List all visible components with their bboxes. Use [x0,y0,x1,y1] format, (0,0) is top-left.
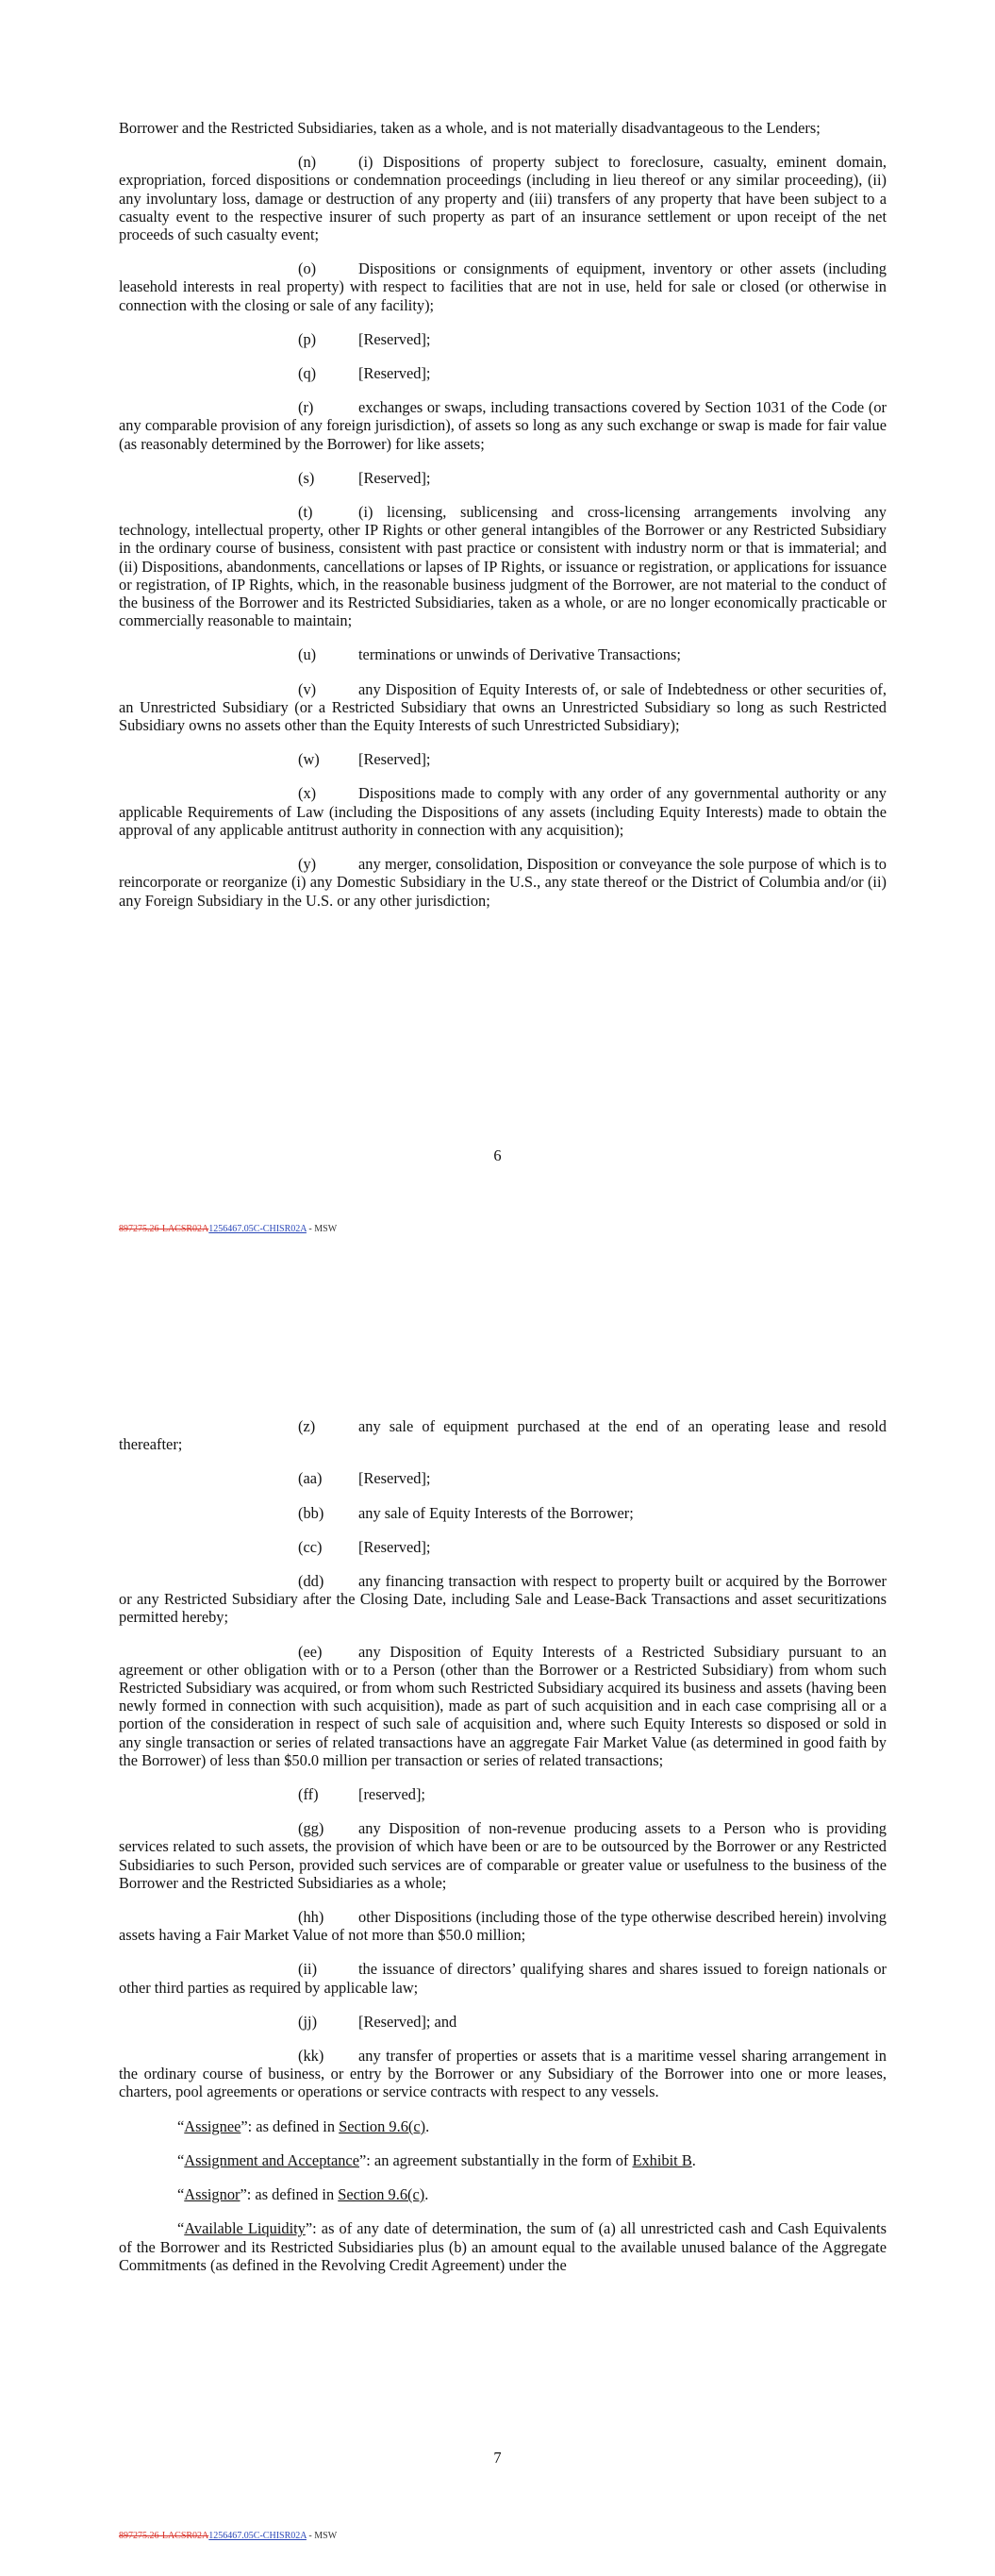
definition-assignor: “Assignor”: as defined in Section 9.6(c). [177,2185,429,2204]
clause-label: (ee) [298,1642,323,1661]
clause-item [119,1538,887,1556]
clause-label: (ii) [298,1960,318,1979]
clause-label: (r) [298,398,314,417]
footer-suffix: - MSW [306,1224,338,1234]
clause-item [119,1819,887,1892]
clause-item [119,645,887,663]
clause-item [119,398,887,453]
clause-list [119,153,887,910]
footer-inserted-id: 1256467.05C-CHISR02A [208,2531,307,2541]
clause-label: (y) [298,855,317,874]
clause-text: [Reserved]; [358,364,431,383]
clause-label: (v) [298,679,317,698]
clause-label: (z) [298,1417,316,1435]
clause-item [119,680,887,735]
clause-text: Dispositions made to comply with any order of any governmental authority or any applicable Requirements of Law (including the Dispositions of any assets (including Equity Interests) made to obtain the approval of any applicable antitrust authority in connection with any acquisition); [119,784,887,839]
document-page-7 [0,1340,995,2576]
clause-item [119,1908,887,1944]
clause-item [119,750,887,768]
definition-assignment-and-acceptance: “Assignment and Acceptance”: an agreement substantially in the form of Exhibit B. [177,2150,696,2169]
clause-item [119,330,887,348]
clause-item [119,1469,887,1487]
clause-label: (q) [298,364,317,383]
clause-list [119,1417,887,2101]
clause-label: (bb) [298,1503,324,1522]
page-body [119,1417,887,2290]
page-body [119,119,887,926]
cross-reference: Exhibit B [632,2150,692,2169]
definition-assignee: “Assignee”: as defined in Section 9.6(c). [177,2116,430,2135]
clause-label: (hh) [298,1908,324,1927]
clause-label: (jj) [298,2012,318,2031]
clause-label: (cc) [298,1537,323,1556]
clause-text: [Reserved]; [358,1469,431,1488]
defined-term: Assignee [184,2116,241,2135]
continuation-paragraph: Borrower and the Restricted Subsidiaries, taken as a whole, and is not materially disadvantageous to the Lenders; [119,119,821,137]
clause-text: any transfer of properties or assets that is a maritime vessel sharing arrangement in the ordinary course of business, or entry by the Borrower or any Subsidiary of the Borrower into one or more leases, charters, pool agreements or operations or service contracts with respect to any vessels. [119,2047,887,2101]
clause-item [119,855,887,910]
clause-text: [Reserved]; [358,750,431,769]
clause-label: (aa) [298,1469,323,1488]
clause-label: (s) [298,468,315,487]
clause-text: any sale of Equity Interests of the Borrower; [358,1503,634,1522]
clause-label: (ff) [298,1785,319,1804]
clause-item [119,503,887,629]
clause-text: the issuance of directors’ qualifying shares and shares issued to foreign nationals or other third parties as required by applicable law; [119,1960,887,1997]
clause-item [119,2013,887,2031]
footer-deleted-id: 897275.26-LACSR02A [119,2531,209,2541]
clause-item [119,1960,887,1996]
clause-label: (gg) [298,1819,324,1838]
defined-term: Assignor [184,2185,240,2204]
clause-item [119,1504,887,1522]
clause-text: [Reserved]; and [358,2012,457,2031]
clause-item [119,153,887,243]
clause-text: [Reserved]; [358,329,431,348]
clause-label: (p) [298,329,317,348]
clause-text: any sale of equipment purchased at the end of an operating lease and resold thereafter; [119,1417,887,1454]
clause-label: (t) [298,503,313,522]
footer-inserted-id: 1256467.05C-CHISR02A [208,1224,307,1234]
definition-available-liquidity: “Available Liquidity”: as of any date of determination, the sum of (a) all unrestricted cash and Cash Equivalents of the Borrower and its Restricted Subsidiaries plus (b) an amount equal to the available unused balance of the Aggregate Commitments (as defined in the Revolving Credit Agreement) under the [119,2219,887,2274]
clause-item [119,1785,887,1803]
clause-label: (x) [298,784,317,803]
document-footer [119,2531,337,2541]
footer-deleted-id: 897275.26-LACSR02A [119,1224,209,1234]
clause-item [119,784,887,839]
clause-item [119,364,887,382]
clause-text: exchanges or swaps, including transactions covered by Section 1031 of the Code (or any comparable provision of any foreign jurisdiction), of assets so long as any such exchange or swap is made for fair value (as reasonably determined by the Borrower) for like assets; [119,398,887,453]
clause-text: Dispositions or consignments of equipment, inventory or other assets (including leasehold interests in real property) with respect to facilities that are not in use, held for sale or closed (or otherwise in connection with the closing or sale of any facility); [119,259,887,314]
clause-item [119,1417,887,1453]
clause-item [119,2047,887,2101]
document-footer [119,1224,337,1234]
clause-label: (u) [298,645,317,664]
defined-term: Available Liquidity [184,2219,306,2238]
clause-item [119,259,887,314]
clause-item [119,1643,887,1769]
clause-text: other Dispositions (including those of the type otherwise described herein) involving assets having a Fair Market Value of not more than $50.0 million; [119,1908,887,1945]
clause-item [119,469,887,487]
clause-text: [reserved]; [358,1785,425,1804]
cross-reference: Section 9.6(c) [339,2116,426,2135]
defined-term: Assignment and Acceptance [184,2150,359,2169]
clause-label: (kk) [298,2047,324,2066]
page-number: 6 [493,1146,502,1164]
clause-text: (i) licensing, sublicensing and cross-licensing arrangements involving any technology, intellectual property, other IP Rights or other general intangibles of the Borrower or any Restricted Subsidiary in the ordinary course of business, consistent with past practice or consistent with industry norm or that is immaterial; and (ii) Dispositions, abandonments, cancellations or lapses of IP Rights, or issuance or registration, or applications for issuance or registration, of IP Rights, which, in the reasonable business judgment of the Borrower, are not material to the conduct of the business of the Borrower and its Restricted Subsidiaries, taken as a whole, or are no longer economically practicable or commercially reasonable to maintain; [119,503,887,630]
clause-text: [Reserved]; [358,468,431,487]
clause-label: (w) [298,750,320,769]
footer-suffix: - MSW [306,2531,338,2541]
clause-text: (i) Dispositions of property subject to foreclosure, casualty, eminent domain, expropriation, forced dispositions or condemnation proceedings (including in lieu thereof or any similar proceeding), (ii) any involuntary loss, damage or destruction of any property and (iii) transfers of any property that have been subject to a casualty event to the respective insurer of such property as part of an insurance settlement or upon receipt of the net proceeds of such casualty event; [119,153,887,244]
clause-label: (dd) [298,1572,324,1591]
clause-text: any Disposition of Equity Interests of, or sale of Indebtedness or other securities of, an Unrestricted Subsidiary (or a Restricted Subsidiary that owns an Unrestricted Subsidiary so long as such Restricted Subsidiary owns no assets other than the Equity Interests of such Unrestricted Subsidiary); [119,679,887,735]
clause-text: any merger, consolidation, Disposition or conveyance the sole purpose of which is to reincorporate or reorganize (i) any Domestic Subsidiary in the U.S., any state thereof or the District of Columbia and/or (ii) any Foreign Subsidiary in the U.S. or any other jurisdiction; [119,855,887,910]
page-number: 7 [493,2449,502,2467]
clause-text: terminations or unwinds of Derivative Transactions; [358,645,681,664]
clause-text: any financing transaction with respect to property built or acquired by the Borrower or any Restricted Subsidiary after the Closing Date, including Sale and Lease-Back Transactions and asset securitizations permitted hereby; [119,1572,887,1627]
clause-label: (n) [298,153,317,172]
clause-text: [Reserved]; [358,1537,431,1556]
clause-text: any Disposition of Equity Interests of a Restricted Subsidiary pursuant to an agreement or other obligation with or to a Person (other than the Borrower or a Restricted Subsidiary) from whom such Restricted Subsidiary was acquired, or from whom such Restricted Subsidiary acquired its business and assets (having been newly formed in connection with such acquisition), made as part of such acquisition and in each case comprising all or a portion of the consideration in respect of such sale of acquisition and, where such Equity Interests so disposed or sold in any single transaction or series of related transactions have an aggregate Fair Market Value (as determined in good faith by the Borrower) of less than $50.0 million per transaction or series of related transactions; [119,1642,887,1769]
cross-reference: Section 9.6(c) [338,2185,425,2204]
clause-label: (o) [298,259,317,278]
clause-item [119,1572,887,1627]
clause-text: any Disposition of non-revenue producing assets to a Person who is providing services related to such assets, the provision of which have been or are to be outsourced by the Borrower or any Restricted Subsidiaries to such Person, provided such services are of comparable or greater value or usefulness to the business of the Borrower and the Restricted Subsidiaries as a whole; [119,1819,887,1892]
